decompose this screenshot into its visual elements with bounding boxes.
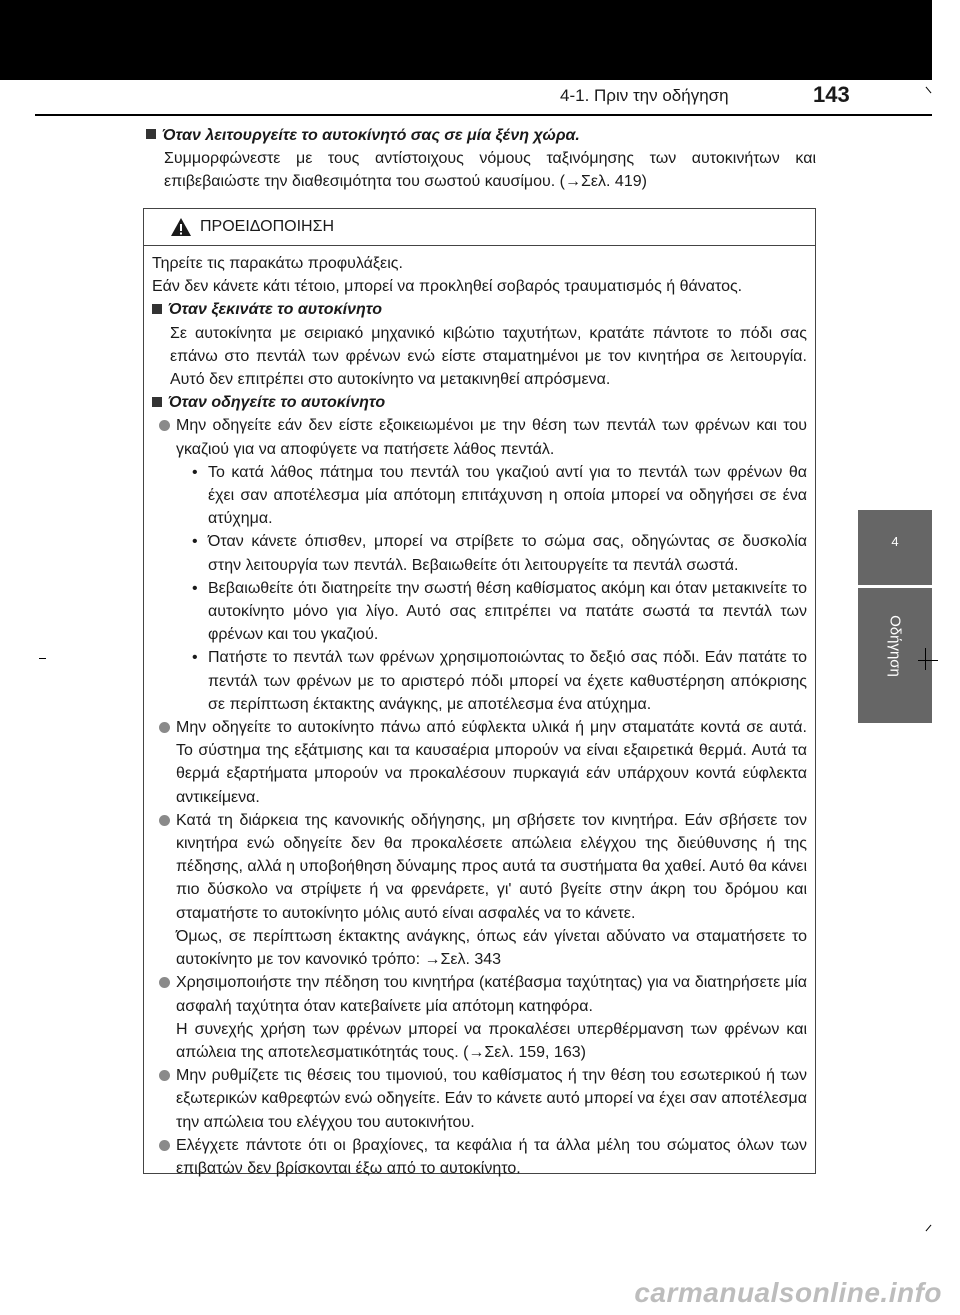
crop-mark: [925, 648, 926, 670]
page-number: 143: [813, 82, 850, 107]
warning-header: [144, 209, 815, 246]
bullet-item: Μην οδηγείτε το αυτοκίνητο πάνω από εύφλεκτα υλικά ή μην σταματάτε κοντά σε αυτά. Το σύστημα της εξάτμισης και τα καυσαέρια μπορούν να είναι εξαιρετικά θερμά. Αυτά τα θερμά εξαρτήματα μπορούν να προκαλέσουν πυρκαγιά εάν υπάρχουν κοντά εύφλεκτα αντικείμενα.: [152, 716, 807, 809]
sub-bullet-item: • Πατήστε το πεντάλ των φρένων χρησιμοποιώντας το δεξιό σας πόδι. Εάν πατάτε το πεντάλ των φρένων με το αριστερό πόδι μπορεί να έχετε καθυστέρηση απόκρισης σε περίπτωση έκτακτης ανάγκης, με αποτέλεσμα ένα ατύχημα.: [152, 646, 807, 716]
intro-section: [146, 124, 816, 193]
intro-text: Συμμορφώνεστε με τους αντίστοιχους νόμους ταξινόμησης των αυτοκινήτων και επιβεβαιώστε την διαθεσιμότητα του σωστού καυσίμου. (→Σελ. 419): [164, 150, 816, 190]
dot-bullet-icon: •: [192, 579, 198, 597]
subheading: Όταν ξεκινάτε το αυτοκίνητο: [152, 298, 807, 321]
intro-heading: Όταν λειτουργείτε το αυτοκίνητό σας σε μία ξένη χώρα.: [146, 124, 816, 147]
warning-lead: Τηρείτε τις παρακάτω προφυλάξεις.: [152, 255, 403, 272]
chapter-tab-number[interactable]: 4: [858, 510, 932, 585]
warning-box: [143, 208, 816, 1177]
round-bullet-icon: [159, 722, 170, 733]
sub-bullet-item: • Όταν κάνετε όπισθεν, μπορεί να στρίβετε το σώμα σας, οδηγώντας σε δυσκολία στην λειτουργία των πεντάλ. Βεβαιωθείτε ότι λειτουργείτε τα πεντάλ σωστά.: [152, 530, 807, 576]
bullet-item: Χρησιμοποιήστε την πέδηση του κινητήρα (κατέβασμα ταχύτητας) για να διατηρήσετε μία ασφαλή ταχύτητα όταν κατεβαίνετε μία απότομη κατηφόρα.: [152, 971, 807, 1017]
warning-title: ΠΡΟΕΙΔΟΠΟΙΗΣΗ: [200, 218, 335, 235]
bullet-item: Κατά τη διάρκεια της κανονικής οδήγησης, μη σβήσετε τον κινητήρα. Εάν σβήσετε τον κινητήρα ενώ οδηγείτε δεν θα προκαλέσετε απώλεια ελέγχου της διεύθυνσης ή της πέδησης, αλλά η υποβοήθηση δύναμης προς αυτά τα συστήματα θα χαθεί. Αυτό θα κάνει πιο δύσκολο να στρίψετε ή να φρενάρετε, γι' αυτό βγείτε στην άκρη του δρόμου και σταματήστε το αυτοκίνητο μόλις αυτό είναι ασφαλές να το κάνετε.: [152, 809, 807, 925]
crop-mark: [39, 658, 46, 659]
square-bullet-icon: [152, 397, 162, 407]
dot-bullet-icon: •: [192, 463, 198, 481]
watermark: carmanualsonline.info: [634, 1277, 942, 1308]
round-bullet-icon: [159, 1140, 170, 1151]
crop-mark: [926, 87, 932, 94]
round-bullet-icon: [159, 977, 170, 988]
top-black-bar: [0, 0, 932, 80]
dot-bullet-icon: •: [192, 649, 198, 667]
round-bullet-icon: [159, 1070, 170, 1081]
square-bullet-icon: [152, 304, 162, 314]
paragraph: Σε αυτοκίνητα με σειριακό μηχανικό κιβώτιο ταχυτήτων, κρατάτε πάντοτε το πόδι σας επάνω στο πεντάλ των φρένων ενώ είστε σταματημένοι με τον κινητήρα σε λειτουργία. Αυτό δεν επιτρέπει στο αυτοκίνητο να μετακινηθεί απρόσμενα.: [170, 324, 807, 389]
round-bullet-icon: [159, 815, 170, 826]
crop-mark: [918, 660, 938, 661]
warning-triangle-icon: [170, 217, 192, 237]
bullet-item: Μην οδηγείτε εάν δεν είστε εξοικειωμένοι με την θέση των πεντάλ των φρένων και του γκαζιού για να αποφύγετε να πατήσετε λάθος πεντάλ.: [152, 414, 807, 460]
paragraph: Η συνεχής χρήση των φρένων μπορεί να προκαλέσει υπερθέρμανση των φρένων και απώλεια της αποτελεσματικότητάς τους. (→Σελ. 159, 163): [176, 1020, 807, 1061]
bullet-item: Ελέγχετε πάντοτε ότι οι βραχίονες, τα κεφάλια ή τα άλλα μέλη του σώματος όλων των επιβατών δεν βρίσκονται έξω από το αυτοκίνητο.: [152, 1134, 807, 1180]
warning-lead: Εάν δεν κάνετε κάτι τέτοιο, μπορεί να προκληθεί σοβαρός τραυματισμός ή θάνατος.: [152, 278, 743, 296]
dot-bullet-icon: •: [192, 533, 198, 551]
crop-mark: [926, 1225, 932, 1232]
warning-body: [144, 246, 815, 1180]
bullet-item: Μην ρυθμίζετε τις θέσεις του τιμονιού, του καθίσματος ή την θέση του εσωτερικού ή των εξωτερικών καθρεφτών ενώ οδηγείτε. Εάν το κάνετε αυτό μπορεί να έχει σαν αποτέλεσμα την απώλεια του ελέγχου του αυτοκινήτου.: [152, 1064, 807, 1134]
chapter-tab-label[interactable]: Οδήγηση: [858, 588, 932, 723]
subheading: Όταν οδηγείτε το αυτοκίνητο: [152, 391, 807, 414]
section-title: 4-1. Πριν την οδήγηση: [560, 86, 729, 105]
header-rule: [35, 114, 932, 116]
paragraph: Όμως, σε περίπτωση έκτακτης ανάγκης, όπως εάν γίνεται αδύνατο να σταματήσετε το αυτοκίνητο με τον κανονικό τρόπο: →Σελ. 343: [176, 927, 807, 969]
sub-bullet-item: • Βεβαιωθείτε ότι διατηρείτε την σωστή θέση καθίσματος ακόμη και όταν μετακινείτε το αυτοκίνητο μόνο για λίγο. Αυτό σας επιτρέπει να πατάτε σωστά τα πεντάλ των φρένων και του γκαζιού.: [152, 577, 807, 647]
square-bullet-icon: [146, 129, 156, 139]
round-bullet-icon: [159, 420, 170, 431]
sub-bullet-item: • Το κατά λάθος πάτημα του πεντάλ του γκαζιού αντί για το πεντάλ των φρένων θα έχει σαν αποτέλεσμα μία απότομη επιτάχυνση η οποία μπορεί να οδηγήσει σε ένα ατύχημα.: [152, 461, 807, 531]
